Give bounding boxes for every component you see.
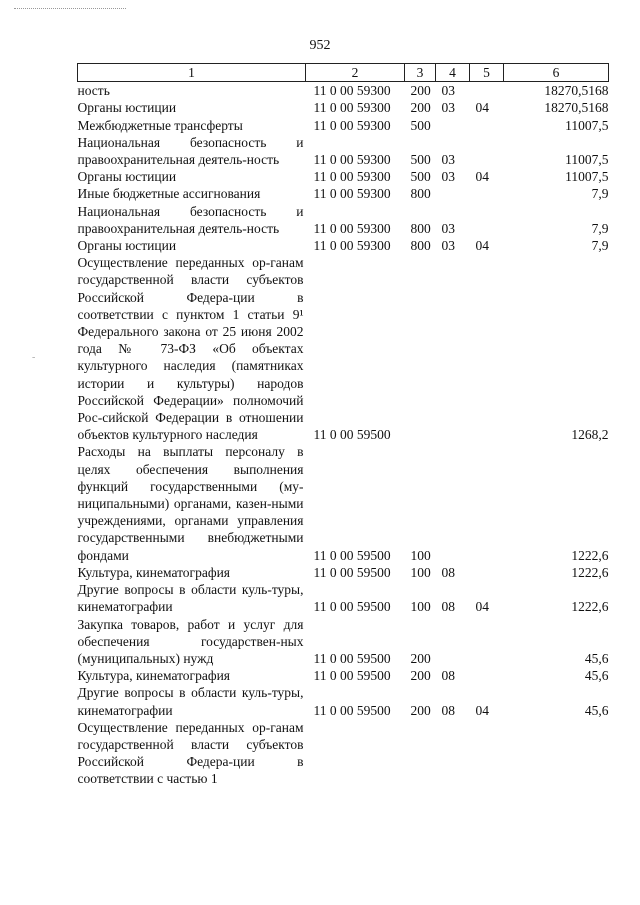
cell-code: 11 0 00 59300 xyxy=(313,220,391,236)
cell-code: 11 0 00 59500 xyxy=(313,668,391,684)
cell-vr: 200 xyxy=(410,83,431,99)
cell-name: Осуществление переданных ор-ганам государственной власти субъектов Российской Федера-ции в соответствии с пунктом 1 статьи 9¹ Федерального закона от 25 июня 2002 года № 73-ФЗ «Об объектах культурного наследия (памятниках истории и культуры) народов Российской Федерации» полномочий Рос-сийской Федерации в отношении объектов культурного наследия xyxy=(77,255,304,443)
cell-sum: 11007,5 xyxy=(565,152,609,168)
cell-name: Органы юстиции xyxy=(77,100,177,116)
cell-pr xyxy=(470,254,504,443)
cell-name: Другие вопросы в области куль-туры, кинематографии xyxy=(77,582,304,615)
cell-vr: 200 xyxy=(410,668,431,684)
cell-vr: 500 xyxy=(410,169,431,185)
cell-sum: 7,9 xyxy=(591,220,609,236)
cell-name: Осуществление переданных ор-ганам государственной власти субъектов Российской Федера-ции в соответствии с частью 1 xyxy=(77,719,304,787)
cell-sum: 18270,5168 xyxy=(544,100,609,116)
table-row xyxy=(78,616,609,668)
cell-rz: 08 xyxy=(441,564,455,580)
cell-vr xyxy=(405,254,436,443)
cell-vr: 500 xyxy=(410,152,431,168)
cell-sum: 7,9 xyxy=(591,238,609,254)
cell-vr: 200 xyxy=(410,702,431,718)
cell-name: Национальная безопасность и правоохранительная деятель-ность xyxy=(77,134,304,168)
cell-rz: 08 xyxy=(441,668,455,684)
cell-code: 11 0 00 59300 xyxy=(313,152,391,168)
header-col-code: 2 xyxy=(306,64,405,82)
cell-rz xyxy=(436,185,470,202)
cell-pr xyxy=(470,616,504,668)
table-row xyxy=(78,237,609,254)
cell-sum: 7,9 xyxy=(591,186,609,202)
cell-rz: 03 xyxy=(441,100,455,116)
table-row xyxy=(78,185,609,202)
cell-vr: 800 xyxy=(410,238,431,254)
cell-sum: 11007,5 xyxy=(565,117,609,133)
cell-pr xyxy=(470,203,504,237)
header-col-sum: 6 xyxy=(504,64,609,82)
page-number: 952 xyxy=(309,38,331,53)
cell-code: 11 0 00 59500 xyxy=(313,427,391,443)
cell-pr xyxy=(470,82,504,100)
table-row xyxy=(78,117,609,134)
cell-pr xyxy=(470,667,504,684)
cell-sum: 1222,6 xyxy=(571,599,609,615)
budget-table xyxy=(77,63,609,788)
cell-name: ность xyxy=(77,83,110,99)
table-row xyxy=(78,564,609,581)
cell-vr xyxy=(405,719,436,788)
cell-sum: 18270,5168 xyxy=(544,83,609,99)
cell-pr xyxy=(470,443,504,563)
table-row xyxy=(78,684,609,718)
cell-rz xyxy=(436,254,470,443)
cell-name: Культура, кинематография xyxy=(77,668,231,684)
cell-pr xyxy=(470,117,504,134)
cell-code: 11 0 00 59500 xyxy=(313,650,391,666)
cell-name: Органы юстиции xyxy=(77,169,177,185)
cell-name: Культура, кинематография xyxy=(77,564,231,580)
cell-code: 11 0 00 59500 xyxy=(313,702,391,718)
table-row xyxy=(78,168,609,185)
cell-pr xyxy=(470,564,504,581)
cell-name: Расходы на выплаты персоналу в целях обеспечения выполнения функций государственными (му-ниципальными) органами, казен-ными учреждениями, органами управления государственными внебюджетными фондами xyxy=(77,444,304,563)
table-row xyxy=(78,99,609,116)
cell-name: Межбюджетные трансферты xyxy=(77,117,243,133)
cell-sum: 45,6 xyxy=(584,650,609,666)
cell-code: 11 0 00 59300 xyxy=(313,238,391,254)
cell-sum: 45,6 xyxy=(584,702,609,718)
cell-vr: 100 xyxy=(410,599,431,615)
page-edge-mark xyxy=(14,8,126,9)
table-row xyxy=(78,719,609,788)
cell-rz: 08 xyxy=(441,599,455,615)
cell-sum: 1268,2 xyxy=(571,427,609,443)
cell-pr: 04 xyxy=(475,238,489,254)
cell-rz xyxy=(436,443,470,563)
cell-code: 11 0 00 59300 xyxy=(313,83,391,99)
cell-sum: 11007,5 xyxy=(565,169,609,185)
cell-vr: 500 xyxy=(410,117,431,133)
cell-vr: 800 xyxy=(410,220,431,236)
cell-vr: 200 xyxy=(410,650,431,666)
cell-pr: 04 xyxy=(475,599,489,615)
cell-code: 11 0 00 59300 xyxy=(313,186,391,202)
cell-pr: 04 xyxy=(475,100,489,116)
cell-code: 11 0 00 59500 xyxy=(313,599,391,615)
cell-name: Другие вопросы в области куль-туры, кинематографии xyxy=(77,685,304,718)
cell-name: Закупка товаров, работ и услуг для обеспечения государствен-ных (муниципальных) нужд xyxy=(77,616,304,666)
cell-name: Национальная безопасность и правоохранительная деятель-ность xyxy=(77,203,304,236)
table-row xyxy=(78,82,609,100)
cell-rz: 03 xyxy=(441,152,455,168)
cell-rz: 03 xyxy=(441,83,455,99)
cell-name: Иные бюджетные ассигнования xyxy=(77,186,261,202)
cell-sum: 1222,6 xyxy=(571,564,609,580)
cell-rz xyxy=(436,719,470,788)
table-row xyxy=(78,581,609,615)
cell-pr xyxy=(470,719,504,788)
cell-pr: 04 xyxy=(475,169,489,185)
cell-rz: 03 xyxy=(441,169,455,185)
cell-code xyxy=(306,719,405,788)
cell-code: 11 0 00 59500 xyxy=(313,547,391,563)
table-row xyxy=(78,134,609,168)
cell-name: Органы юстиции xyxy=(77,238,177,254)
cell-rz: 08 xyxy=(441,702,455,718)
table-row xyxy=(78,254,609,443)
cell-code: 11 0 00 59500 xyxy=(313,564,391,580)
cell-pr: 04 xyxy=(475,702,489,718)
cell-vr: 100 xyxy=(410,564,431,580)
cell-vr: 100 xyxy=(410,547,431,563)
table-body xyxy=(78,82,609,788)
cell-vr: 800 xyxy=(410,186,431,202)
table-row xyxy=(78,443,609,563)
table-row xyxy=(78,203,609,237)
header-col-vr: 3 xyxy=(405,64,436,82)
cell-rz xyxy=(436,616,470,668)
cell-pr xyxy=(470,185,504,202)
header-col-name: 1 xyxy=(78,64,306,82)
cell-code: 11 0 00 59300 xyxy=(313,100,391,116)
table-row xyxy=(78,667,609,684)
cell-rz: 03 xyxy=(441,220,455,236)
cell-rz: 03 xyxy=(441,238,455,254)
scan-mark: - xyxy=(32,352,36,363)
cell-sum xyxy=(504,719,609,788)
header-row xyxy=(78,64,609,82)
cell-rz xyxy=(436,117,470,134)
cell-code: 11 0 00 59300 xyxy=(313,169,391,185)
table-header xyxy=(78,64,609,82)
cell-code: 11 0 00 59300 xyxy=(313,117,391,133)
cell-vr: 200 xyxy=(410,100,431,116)
cell-sum: 1222,6 xyxy=(571,547,609,563)
header-col-pr: 5 xyxy=(470,64,504,82)
header-col-rz: 4 xyxy=(436,64,470,82)
cell-pr xyxy=(470,134,504,168)
cell-sum: 45,6 xyxy=(584,668,609,684)
